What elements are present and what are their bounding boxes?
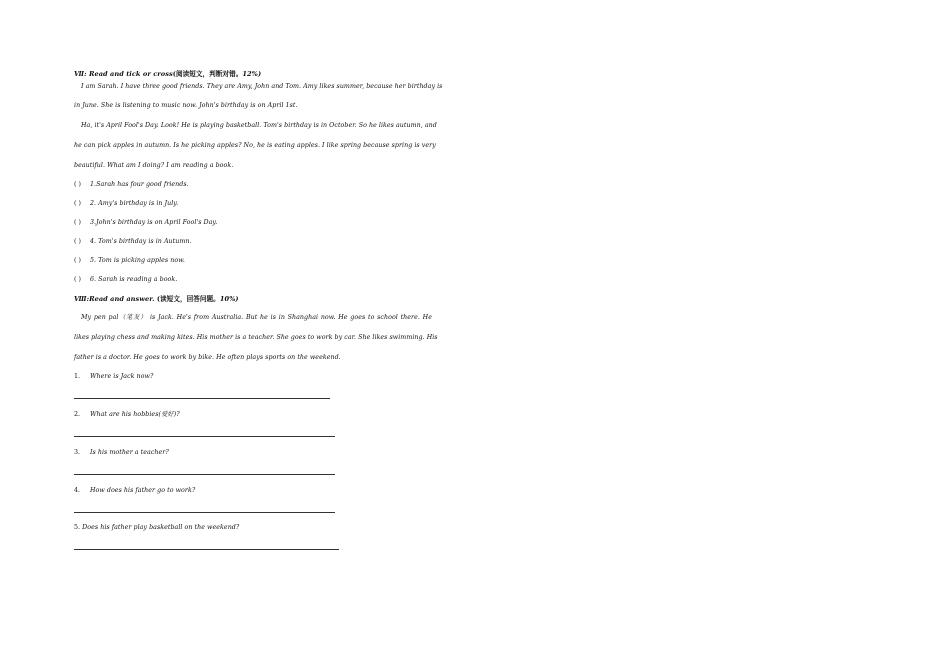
question-number: 5. — [74, 524, 81, 531]
answer-blank[interactable]: ( ) — [74, 257, 82, 264]
tf-question-2[interactable] — [74, 200, 178, 208]
section-8-percent: 10%) — [219, 295, 239, 303]
section-8-number: Ⅷ: — [74, 295, 90, 303]
section-8-title-cn: (读短文，回答问题。 — [156, 295, 220, 303]
section-7-percent: 12%) — [242, 70, 262, 78]
answer-blank[interactable]: ( ) — [74, 200, 82, 207]
answer-blank[interactable]: ( ) — [74, 219, 82, 226]
answer-question-5 — [74, 524, 239, 532]
question-number: 3. — [74, 449, 81, 456]
answer-blank[interactable]: ( ) — [74, 238, 82, 245]
question-text: 3.John's birthday is on April Fool's Day. — [90, 219, 218, 226]
section-7-heading — [74, 70, 261, 78]
question-number: 2. — [74, 411, 81, 418]
question-text: Does his father play basketball on the weekend? — [82, 524, 240, 531]
answer-line-4[interactable] — [74, 512, 335, 513]
section-7-title-en: Read and tick or cross — [86, 70, 173, 78]
passage-8-line-2: likes playing chess and making kites. His mother is a teacher. She goes to work by car. She likes swimming. His — [74, 334, 438, 341]
question-text: 6. Sarah is reading a book. — [90, 276, 178, 283]
section-8-title-en: Read and answer. — [89, 295, 157, 303]
tf-question-1[interactable] — [74, 181, 189, 189]
answer-question-4 — [74, 487, 195, 495]
question-text: Where is Jack now? — [90, 373, 154, 380]
question-text: 1.Sarah has four good friends. — [90, 181, 189, 188]
tf-question-6[interactable] — [74, 276, 177, 284]
question-text: 5. Tom is picking apples now. — [90, 257, 185, 264]
answer-question-1 — [74, 373, 153, 381]
passage-7-line-4: he can pick apples in autumn. Is he picking apples? No, he is eating apples. I like spring because spring is very — [74, 142, 436, 149]
passage-7-line-5: beautiful. What am I doing? I am reading a book. — [74, 162, 234, 169]
section-7-number: Ⅶ: — [74, 70, 87, 78]
question-text: What are his hobbies(爱好)? — [90, 411, 180, 418]
answer-line-5[interactable] — [74, 549, 339, 550]
passage-7-line-2: in June. She is listening to music now. John's birthday is on April 1st. — [74, 102, 298, 109]
answer-line-2[interactable] — [74, 436, 335, 437]
passage-8-line-3: father is a doctor. He goes to work by bike. He often plays sports on the weekend. — [74, 354, 341, 361]
answer-blank[interactable]: ( ) — [74, 276, 82, 283]
answer-question-2 — [74, 411, 180, 419]
question-text: 2. Amy's birthday is in July. — [90, 200, 179, 207]
tf-question-3[interactable] — [74, 219, 217, 227]
passage-8-line-1: My pen pal（笔友） is Jack. He's from Australia. But he is in Shanghai now. He goes to school there. He — [81, 314, 432, 321]
tf-question-4[interactable] — [74, 238, 192, 246]
tf-question-5[interactable] — [74, 257, 185, 265]
section-8-heading — [74, 295, 239, 303]
question-text: Is his mother a teacher? — [90, 449, 169, 456]
question-number: 1. — [74, 373, 81, 380]
question-text: How does his father go to work? — [90, 487, 196, 494]
question-number: 4. — [74, 487, 81, 494]
passage-7-line-3: Ha, it's April Fool's Day. Look! He is playing basketball. Tom's birthday is in October. So he likes autumn, and — [81, 122, 437, 129]
answer-line-1[interactable] — [74, 398, 330, 399]
section-7-title-cn: (阅读短文，判断对错。 — [172, 70, 243, 78]
question-text: 4. Tom's birthday is in Autumn. — [90, 238, 192, 245]
answer-blank[interactable]: ( ) — [74, 181, 82, 188]
answer-question-3 — [74, 449, 169, 457]
answer-line-3[interactable] — [74, 474, 335, 475]
passage-7-line-1: I am Sarah. I have three good friends. They are Amy, John and Tom. Amy likes summer, because her birthday is — [81, 83, 443, 90]
